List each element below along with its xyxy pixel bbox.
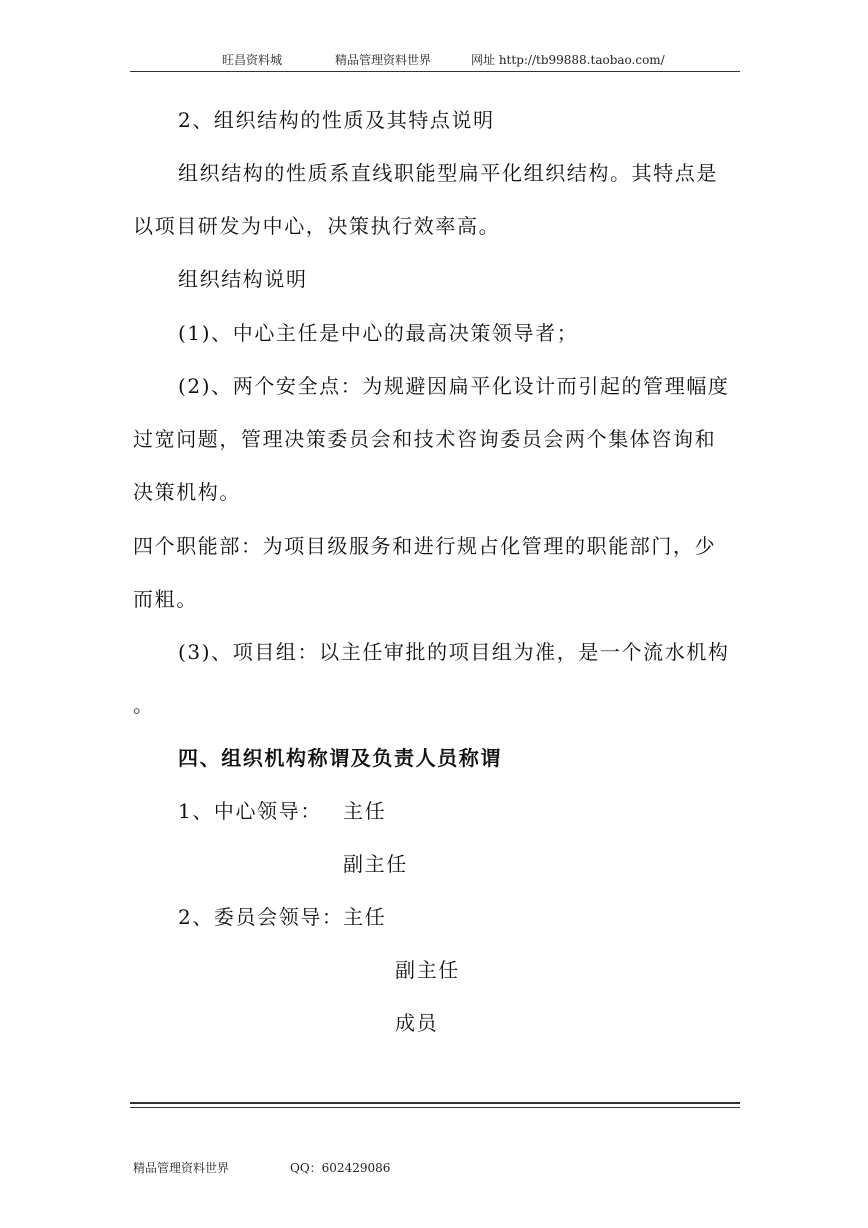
item-3-text-line-2: 。 [133, 693, 155, 717]
center-leader-label: 1、中心领导： [178, 799, 322, 823]
footer-divider-thin [130, 1107, 740, 1108]
committee-leader-title-director: 主任 [343, 905, 387, 929]
header-divider [130, 71, 740, 72]
section-4-title: 四、组织机构称谓及负责人员称谓 [178, 746, 502, 770]
item-2-text-line-1: (2)、两个安全点：为规避因扁平化设计而引起的管理幅度 [178, 374, 730, 398]
structure-explain-title: 组织结构说明 [178, 267, 308, 291]
center-leader-title-director: 主任 [343, 799, 387, 823]
page-header [0, 52, 868, 68]
item-2-text-line-2: 过宽问题，管理决策委员会和技术咨询委员会两个集体咨询和 [133, 427, 717, 451]
item-1-text: (1)、中心主任是中心的最高决策领导者； [178, 321, 579, 345]
item-3-text-line-1: (3)、项目组：以主任审批的项目组为准，是一个流水机构 [178, 640, 730, 664]
nature-text-line-2: 以项目研发为中心，决策执行效率高。 [133, 214, 501, 238]
item-2-text-line-3: 决策机构。 [133, 480, 241, 504]
four-departments-line-1: 四个职能部：为项目级服务和进行规占化管理的职能部门，少 [133, 534, 717, 558]
footer-divider-thick [130, 1102, 740, 1104]
header-site-name: 旺昌资料城 [222, 53, 283, 67]
committee-leader-title-deputy: 副主任 [395, 958, 460, 982]
nature-text-line-1: 组织结构的性质系直线职能型扁平化组织结构。其特点是 [178, 161, 718, 185]
footer-site-name: 精品管理资料世界 [133, 1161, 230, 1175]
committee-leader-title-member: 成员 [395, 1011, 439, 1035]
center-leader-title-deputy: 副主任 [343, 852, 408, 876]
committee-leader-label: 2、委员会领导： [178, 905, 344, 929]
section-2-title: 2、组织结构的性质及其特点说明 [178, 108, 495, 132]
header-tagline: 精品管理资料世界 [335, 53, 432, 67]
four-departments-line-2: 而粗。 [133, 587, 198, 611]
header-url: 网址 http://tb99888.taobao.com/ [471, 53, 665, 67]
footer-qq: QQ：602429086 [290, 1161, 391, 1175]
